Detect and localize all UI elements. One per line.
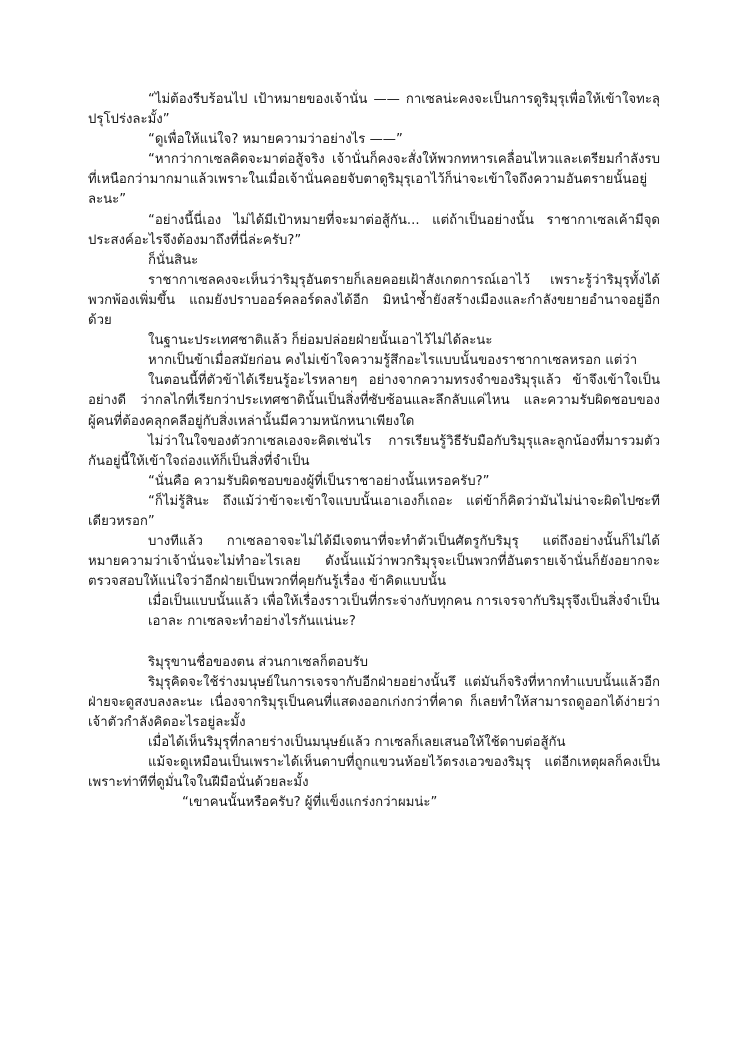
paragraph: ในตอนนี้ที่ตัวข้าได้เรียนรู้อะไรหลายๆ อย่างจากความทรงจำของริมุรุแล้ว ข้าจึงเข้าใจเป็นอย่างดี ว่ากลไกที่เรียกว่าประเทศชาตินั้นเป็นสิ่งที่ซับซ้อนและลึกลับแค่ไหน และความรับผิดชอบของผู้คนที่ต้องคลุกคลีอยู่กับสิ่งเหล่านั้นมีความหนักหนาเพียงใด [88, 373, 660, 429]
paragraph: “เขาคนนั้นหรือครับ? ผู้ที่แข็งแกร่งกว่าผมน่ะ” [182, 795, 438, 811]
section-break [88, 633, 660, 653]
paragraph: “ไม่ต้องรีบร้อนไป เป้าหมายของเจ้านั่น —— กาเซลน่ะคงจะเป็นการดูริมุรุเพื่อให้เข้าใจทะลุปรุโปร่งละมั้ง” [88, 92, 660, 128]
paragraph: ไม่ว่าในใจของตัวกาเซลเองจะคิดเช่นไร การเรียนรู้วิธีรับมือกับริมุรุและลูกน้องที่มารวมตัวกันอยู่นี้ให้เข้าใจถ่องแท้ก็เป็นสิ่งที่จำเป็น [88, 433, 660, 469]
paragraph: “ดูเพื่อให้แน่ใจ? หมายความว่าอย่างไร ——” [148, 132, 403, 148]
document-body [88, 90, 660, 813]
paragraph: เมื่อเป็นแบบนั้นแล้ว เพื่อให้เรื่องราวเป็นที่กระจ่างกับทุกคน การเจรจากับริมุรุจึงเป็นสิ่งจำเป็น [148, 594, 660, 610]
paragraph: “หากว่ากาเซลคิดจะมาต่อสู้จริง เจ้านั่นก็คงจะสั่งให้พวกทหารเคลื่อนไหวและเตรียมกำลังรบที่เหนือกว่ามากมาแล้วเพราะในเมื่อเจ้านั่นคอยจับตาดูริมุรุเอาไว้ก็น่าจะเข้าใจถึงความอันตรายนั้นอยู่ละนะ” [88, 152, 660, 208]
paragraph: ริมุรุขานชื่อของตน ส่วนกาเซลก็ตอบรับ [148, 654, 369, 670]
paragraph: แม้จะดูเหมือนเป็นเพราะได้เห็นดาบที่ถูกแขวนห้อยไว้ตรงเอวของริมุรุ แต่อีกเหตุผลก็คงเป็นเพราะท่าทีที่ดูมั่นใจในฝีมือนั่นด้วยละมั้ง [88, 755, 660, 791]
paragraph: ในฐานะประเทศชาติแล้ว ก็ย่อมปล่อยฝ่ายนั้นเอาไว้ไม่ได้ละนะ [148, 333, 493, 349]
paragraph: ริมุรุคิดจะใช้ร่างมนุษย์ในการเจรจากับอีกฝ่ายอย่างนั้นรึ แต่มันก็จริงที่หากทำแบบนั้นแล้วอีกฝ่ายจะดูสงบลงละนะ เนื่องจากริมุรุเป็นคนที่แสดงออกเก่งกว่าที่คาด ก็เลยทำให้สามารถดูออกได้ง่ายว่าเจ้าตัวกำลังคิดอะไรอยู่ละมั้ง [88, 674, 660, 730]
paragraph: “ก็ไม่รู้สินะ ถึงแม้ว่าข้าจะเข้าใจแบบนั้นเอาเองก็เถอะ แต่ข้าก็คิดว่ามันไม่น่าจะผิดไปซะทีเดียวหรอก” [88, 493, 660, 529]
paragraph: เมื่อได้เห็นริมุรุที่กลายร่างเป็นมนุษย์แล้ว กาเซลก็เลยเสนอให้ใช้ดาบต่อสู้กัน [148, 734, 566, 750]
paragraph: เอาละ กาเซลจะทำอย่างไรกันแน่นะ? [148, 614, 356, 630]
paragraph: ก็นั่นสินะ [148, 252, 199, 268]
paragraph: “นั่นคือ ความรับผิดชอบของผู้ที่เป็นราชาอย่างนั้นเหรอครับ?” [148, 473, 490, 489]
paragraph: ราชากาเซลคงจะเห็นว่าริมุรุอันตรายก็เลยคอยเฝ้าสังเกตการณ์เอาไว้ เพราะรู้ว่าริมุรุทั้งได้พวกพ้องเพิ่มขึ้น แถมยังปราบออร์คลอร์ดลงได้อีก มิหนำซ้ำยังสร้างเมืองและกำลังขยายอำนาจอยู่อีกด้วย [88, 272, 660, 329]
paragraph: หากเป็นข้าเมื่อสมัยก่อน คงไม่เข้าใจความรู้สึกอะไรแบบนั้นของราชากาเซลหรอก แต่ว่า [148, 353, 638, 369]
paragraph: “อย่างนี้นี่เอง ไม่ได้มีเป้าหมายที่จะมาต่อสู้กัน... แต่ถ้าเป็นอย่างนั้น ราชากาเซลเค้ามีจุดประสงค์อะไรจึงต้องมาถึงที่นี่ล่ะครับ?” [88, 212, 660, 248]
paragraph: บางทีแล้ว กาเซลอาจจะไม่ได้มีเจตนาที่จะทำตัวเป็นศัตรูกับริมุรุ แต่ถึงอย่างนั้นก็ไม่ได้หมายความว่าเจ้านั่นจะไม่ทำอะไรเลย ดังนั้นแม้ว่าพวกริมุรุจะเป็นพวกที่อันตรายเจ้านั่นก็ยังอยากจะตรวจสอบให้แน่ใจว่าอีกฝ่ายเป็นพวกที่คุยกันรู้เรื่อง ข้าคิดแบบนั้น [88, 534, 660, 590]
